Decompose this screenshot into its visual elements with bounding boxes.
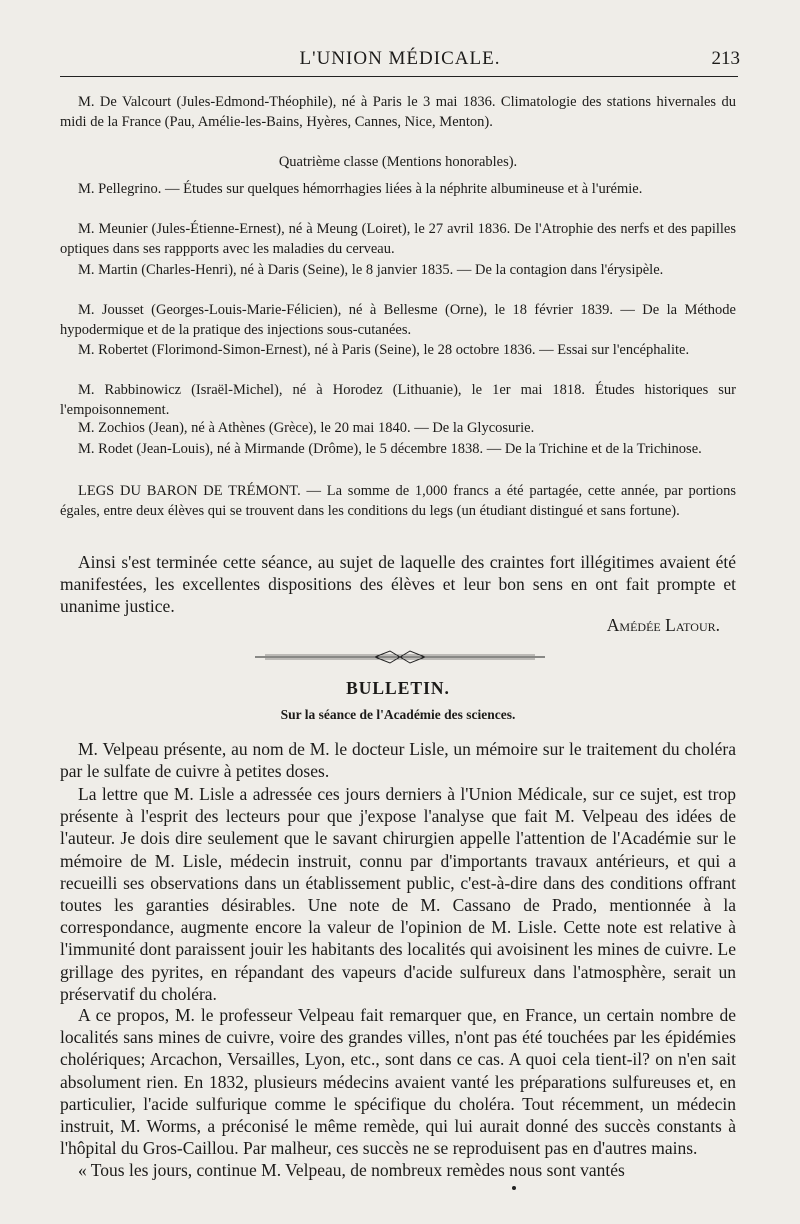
honor-entry: M. Zochios (Jean), né à Athènes (Grèce), le 20 mai 1840. — De la Glycosurie. — [78, 420, 535, 436]
page-number: 213 — [711, 48, 740, 69]
bulletin-subtitle: Sur la séance de l'Académie des sciences. — [280, 707, 516, 722]
honor-entry: M. Rodet (Jean-Louis), né à Mirmande (Drôme), le 5 décembre 1838. — De la Trichine et de la Trichinose. — [78, 441, 702, 457]
honor-entry: M. Robertet (Florimond-Simon-Ernest), né à Paris (Seine), le 28 octobre 1836. — Essai sur l'encéphalite. — [78, 342, 690, 358]
legacy-paragraph: LEGS DU BARON DE TRÉMONT. — La somme de 1,000 francs a été partagée, cette année, par portions égales, entre deux élèves qui se trouvent dans les conditions du legs (un étudiant distingué et sans fortune). — [60, 483, 736, 519]
bulletin-paragraph: « Tous les jours, continue M. Velpeau, de nombreux remèdes nous sont vantés — [78, 1160, 625, 1180]
header-rule — [60, 76, 738, 77]
honor-entry: M. Pellegrino. — Études sur quelques hémorrhagies liées à la néphrite albumineuse et à l'urémie. — [78, 181, 643, 197]
honor-entry: M. De Valcourt (Jules-Edmond-Théophile), né à Paris le 3 mai 1836. Climatologie des stations hivernales du midi de la France (Pau, Amélie-les-Bains, Hyères, Cannes, Nice, Menton). — [60, 94, 736, 130]
honor-entry: M. Jousset (Georges-Louis-Marie-Félicien), né à Bellesme (Orne), le 18 février 1839. — De la Méthode hypodermique et de la pratique des injections sous-cutanées. — [60, 302, 736, 338]
bulletin-title: BULLETIN. — [346, 678, 450, 698]
signature-dot — [512, 1186, 516, 1190]
honor-entry: M. Rabbinowicz (Israël-Michel), né à Horodez (Lithuanie), le 1er mai 1818. Études historiques sur l'empoisonnement. — [60, 382, 736, 418]
bulletin-paragraph: A ce propos, M. le professeur Velpeau fait remarquer que, en France, un certain nombre de localités sans mines de cuivre, voire des grandes villes, n'ont pas été touchées par les épidémies cholériques; Arcachon, Versailles, Lyon, etc., sont dans ce cas. A quoi cela tient-il? on n'en sait absolument rien. En 1832, plusieurs médecins avaient vanté les préparations sulfureuses et, en particulier, l'acide sulfurique comme le spécifique du choléra. Tout récemment, un médecin instruit, M. Worms, a préconisé le même remède, qui lui aurait donné des succès constants à l'hôpital du Gros-Caillou. Par malheur, ces succès ne se reproduisent pas en d'autres mains. — [60, 1005, 736, 1159]
bulletin-paragraph: La lettre que M. Lisle a adressée ces jours derniers à l'Union Médicale, sur ce sujet, est trop présente à l'esprit des lecteurs pour que j'expose l'analyse que fait M. Velpeau des idées de l'auteur. Je dois dire seulement que le savant chirurgien appelle l'attention de l'Académie sur le mémoire de M. Lisle, médecin instruit, connu par d'importants travaux antérieurs, et qui a recueilli ses observations dans un établissement public, c'est-à-dire dans des conditions offrant toutes les garanties désirables. Une note de M. Cassano de Prado, mentionnée à la correspondance, augmente encore la valeur de l'opinion de M. Lisle. Cette note est relative à l'immunité dont paraissent jouir les habitants des localités qui avoisinent les mines de cuivre. Le grillage des pyrites, en répandant des vapeurs d'acide sulfureux dans l'atmosphère, serait un préservatif du choléra. — [60, 784, 736, 1004]
honor-entry: M. Martin (Charles-Henri), né à Daris (Seine), le 8 janvier 1835. — De la contagion dans l'érysipèle. — [78, 262, 664, 278]
class-heading: Quatrième classe (Mentions honorables). — [278, 154, 518, 170]
ornamental-divider — [255, 648, 545, 666]
signature: Amédée Latour. — [606, 615, 720, 635]
bulletin-paragraph: M. Velpeau présente, au nom de M. le docteur Lisle, un mémoire sur le traitement du choléra par le sulfate de cuivre à petites doses. — [60, 739, 736, 782]
closing-paragraph: Ainsi s'est terminée cette séance, au sujet de laquelle des craintes fort illégitimes avaient été manifestées, les excellentes dispositions des élèves et leur bon sens en ont fait prompte et unanime justice. — [60, 552, 736, 617]
honor-entry: M. Meunier (Jules-Étienne-Ernest), né à Meung (Loiret), le 27 avril 1836. De l'Atrophie des nerfs et des papilles optiques dans ses rappports avec les maladies du cerveau. — [60, 221, 736, 257]
journal-title: L'UNION MÉDICALE. — [299, 48, 501, 69]
running-header — [60, 44, 740, 74]
